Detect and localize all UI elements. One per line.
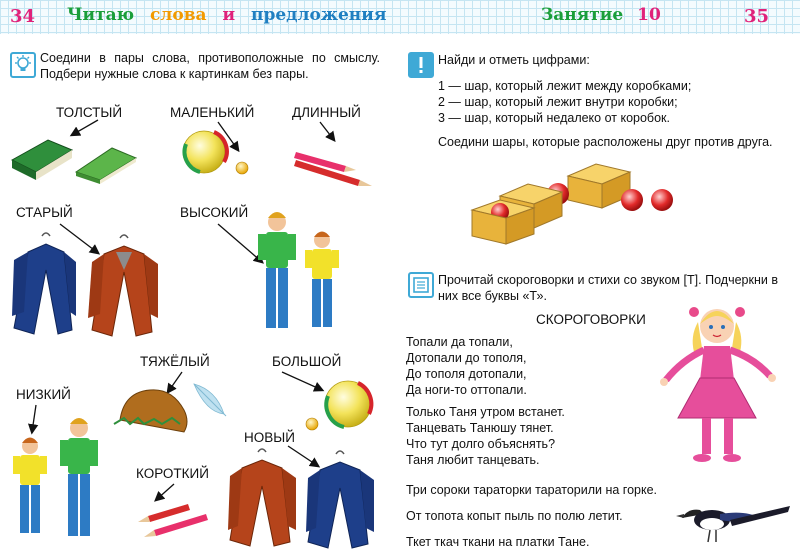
page-number-left: 34 [10,6,36,27]
small-ball-image [183,131,248,174]
title-word-3: и [222,5,236,25]
exclamation-icon [408,52,434,78]
boxes-and-balls-image [460,162,720,252]
arrow-tyazhelyi [168,372,182,392]
box-left [472,200,534,244]
lesson-title [540,5,662,25]
label-novyi: НОВЫЙ [244,430,295,445]
task-instruction-left: Соедини в пары слова, противоположные по смыслу. Подбери нужные слова к картинкам без пары. [40,51,380,81]
section-title: СКОРОГОВОРКИ [536,312,646,327]
poem2-line-1: Только Таня утром встанет. [406,405,565,419]
arrow-dlinnyi [320,122,334,140]
magpie-image [676,494,794,548]
ball-far [651,189,673,211]
label-malenkiy: МАЛЕНЬКИЙ [170,105,255,120]
feather-image [194,384,226,416]
blue-jacket-image [12,233,76,334]
big-ball-image [306,381,371,430]
task1-item-3: 3 — шар, который недалеко от коробок. [438,111,670,125]
task1-extra: Соедини шары, которые расположены друг против друга. [438,135,773,149]
short-boy-image [305,232,339,328]
thick-book-image [12,140,72,180]
brown-jacket-bottom-image [228,449,296,546]
tall-boy-bottom-image [60,418,98,536]
label-tyazhelyi: ТЯЖЁЛЫЙ [140,354,210,369]
box-right [568,164,630,208]
label-vysokiy: ВЫСОКИЙ [180,205,249,220]
label-nizkiy: НИЗКИЙ [16,387,71,402]
label-tolstyi: ТОЛСТЫЙ [56,105,123,120]
page-number-right: 35 [744,6,770,27]
poem1-line-4: Да ноги-то оттопали. [406,383,527,397]
right-page [400,0,800,551]
task1-item-2: 2 — шар, который лежит внутри коробки; [438,95,678,109]
short-pencils-image [138,504,208,537]
arrow-korotkiy [156,484,174,500]
poem2-line-3: Что тут долго объяснять? [406,437,556,451]
tongue-twister-1: Три сороки тараторки тараторили на горке. [406,483,658,497]
poem-1 [406,334,527,398]
task2-text: Прочитай скороговорки и стихи со звуком [Т]. Подчеркни в них все буквы «Т». [438,273,778,303]
title-word-1: Читаю [67,5,135,25]
label-staryi: СТАРЫЙ [16,205,73,220]
stone-image [114,390,187,432]
poem-2 [406,404,565,468]
arrow-tolstyi [72,120,98,135]
arrow-nizkiy [32,405,36,432]
ball-near [621,189,643,211]
title-word-4: предложения [251,5,387,25]
pencils-image [294,152,372,186]
arrow-novyi [288,446,318,466]
thin-book-image [76,148,136,184]
task1-list [438,78,778,126]
arrow-vysokiy [218,224,262,262]
arrow-bolshoy [282,372,322,390]
task1-title: Найди и отметь цифрами: [438,53,590,67]
poem2-line-4: Таня любит танцевать. [406,453,540,467]
short-boy-bottom-image [13,438,47,534]
title-word-2: слова [150,5,207,25]
tongue-twister-3: Ткет ткач ткани на платки Тане. [406,535,590,549]
brown-jacket-image [88,235,158,336]
task1-item-1: 1 — шар, который лежит между коробками; [438,79,692,93]
arrow-staryi [60,224,98,253]
label-korotkiy: КОРОТКИЙ [136,466,209,481]
tall-boy-image [258,212,296,328]
poem1-line-3: До тополя дотопали, [406,367,527,381]
label-bolshoy: БОЛЬШОЙ [272,354,342,369]
poem1-line-2: Дотопали до тополя, [406,351,527,365]
poem2-line-2: Танцевать Танюшу тянет. [406,421,554,435]
lesson-label: Занятие [541,5,624,25]
book-read-icon [408,272,434,298]
label-dlinnyi: ДЛИННЫЙ [292,105,361,120]
lesson-number: 10 [637,5,661,25]
dancing-girl-image [652,300,782,468]
poem1-line-1: Топали да топали, [406,335,513,349]
tongue-twister-2: От топота копыт пыль по полю летит. [406,509,623,523]
